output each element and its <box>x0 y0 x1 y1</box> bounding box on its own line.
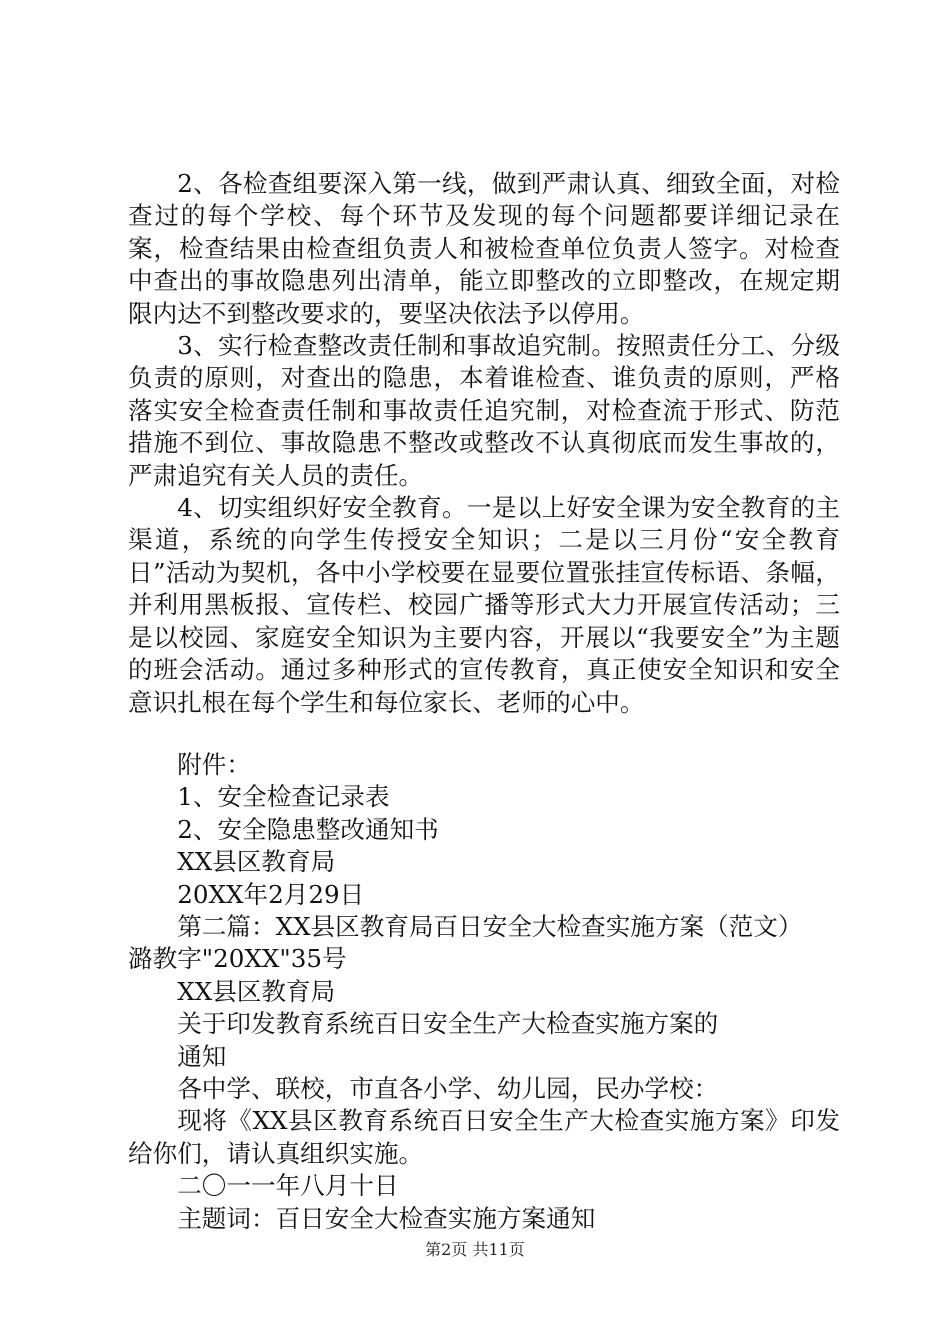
notice-date: 二〇一一年八月十日 <box>177 1171 399 1201</box>
keywords: 主题词：百日安全大检查实施方案通知 <box>177 1203 596 1233</box>
page-footer: 第2页 共11页 <box>425 1240 525 1259</box>
recipients: 各中学、联校，市直各小学、幼儿园，民办学校： <box>177 1073 719 1103</box>
section-title: 第二篇：XX县区教育局百日安全大检查实施方案（范文） <box>177 911 803 941</box>
notice-title-line-1: 关于印发教育系统百日安全生产大检查实施方案的 <box>177 1009 719 1039</box>
paragraph-safety-education: 4、切实组织好安全教育。一是以上好安全课为安全教育的主渠道，系统的向学生传授安全知识；二是以三月份“安全教育日”活动为契机，各中小学校要在显要位置张挂宣传标语、条幅，并利用黑板报、宣传栏、校园广播等形式大力开展宣传活动；三是以校园、家庭安全知识为主要内容，开展以“我要安全”为主题的班会活动。通过多种形式的宣传教育，真正使安全知识和安全意识扎根在每个学生和每位家长、老师的心中。 <box>128 493 840 717</box>
spacer <box>128 719 840 749</box>
attachment-item: 1、安全检查记录表 <box>177 782 390 812</box>
document-body <box>128 168 840 1235</box>
attachments-label: 附件： <box>177 749 251 779</box>
notice-body: 现将《XX县区教育系统百日安全生产大检查实施方案》印发给你们，请认真组织实施。 <box>128 1106 840 1168</box>
attachment-item: 2、安全隐患整改通知书 <box>177 814 439 844</box>
issuer: XX县区教育局 <box>177 847 336 877</box>
paragraph-responsibility: 3、实行检查整改责任制和事故追究制。按照责任分工、分级负责的原则，对查出的隐患，本着谁检查、谁负责的原则，严格落实安全检查责任制和事故责任追究制，对检查流于形式、防范措施不到位、事故隐患不整改或整改不认真彻底而发生事故的，严肃追究有关人员的责任。 <box>128 331 840 490</box>
issue-date: 20XX年2月29日 <box>177 879 365 909</box>
paragraph-inspection-groups: 2、各检查组要深入第一线，做到严肃认真、细致全面，对检查过的每个学校、每个环节及发现的每个问题都要详细记录在案，检查结果由检查组负责人和被检查单位负责人签字。对检查中查出的事故隐患列出清单，能立即整改的立即整改，在规定期限内达不到整改要求的，要坚决依法予以停用。 <box>128 169 840 328</box>
document-number: 潞教字"20XX"35号 <box>128 944 347 974</box>
issuer-second: XX县区教育局 <box>177 976 336 1006</box>
notice-title-line-2: 通知 <box>177 1041 227 1071</box>
